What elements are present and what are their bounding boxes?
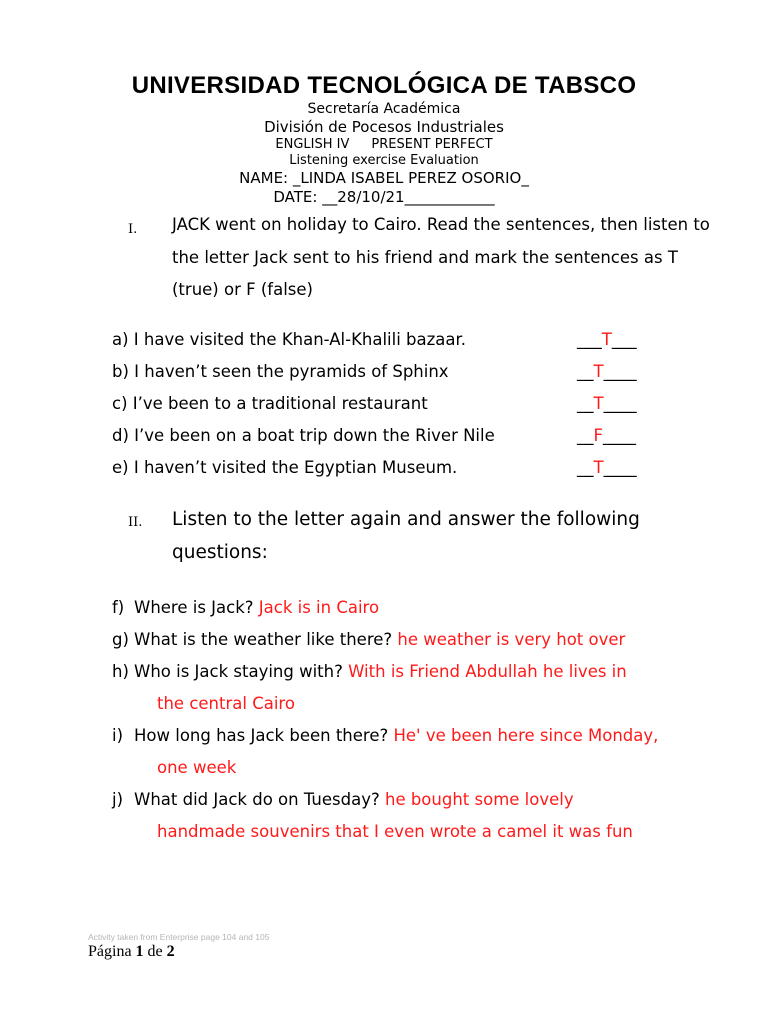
secretariat-line: Secretaría Académica bbox=[307, 101, 461, 117]
statement-text: d) I’ve been on a boat trip down the River Nile bbox=[112, 426, 495, 445]
answer-blank[interactable]: __T____ bbox=[577, 362, 637, 381]
list-item bbox=[112, 388, 672, 420]
answer-blank[interactable]: __T____ bbox=[577, 394, 637, 413]
question-letter: h) bbox=[112, 662, 129, 681]
section-1-instruction: JACK went on holiday to Cairo. Read the sentences, then listen to the letter Jack sent to his friend and mark the sentences as T (true) or F (false) bbox=[172, 215, 710, 299]
question-list bbox=[112, 592, 712, 848]
list-item bbox=[112, 784, 712, 848]
question-text: How long has Jack been there? bbox=[134, 726, 389, 745]
page-of: de bbox=[147, 943, 163, 960]
question-text: What did Jack do on Tuesday? bbox=[134, 790, 380, 809]
student-name-line: NAME: _LINDA ISABEL PEREZ OSORIO_ bbox=[239, 169, 529, 187]
list-item bbox=[112, 356, 672, 388]
answer-text[interactable]: he weather is very hot over bbox=[397, 630, 626, 649]
page-total: 2 bbox=[166, 943, 175, 960]
list-item bbox=[112, 324, 672, 356]
source-footnote: Activity taken from Enterprise page 104 and 105 bbox=[88, 932, 270, 942]
section-2-numeral: II. bbox=[128, 515, 143, 530]
statement-text: b) I haven’t seen the pyramids of Sphinx bbox=[112, 362, 449, 381]
date-line: DATE: __28/10/21____________ bbox=[273, 188, 495, 206]
page-current: 1 bbox=[135, 943, 144, 960]
statement-text: a) I have visited the Khan-Al-Khalili bazaar. bbox=[112, 330, 467, 349]
exercise-line: Listening exercise Evaluation bbox=[289, 153, 479, 168]
answer-value: T bbox=[593, 394, 604, 413]
answer-text[interactable]: he bought some lovely bbox=[384, 790, 574, 809]
answer-continuation[interactable]: one week bbox=[157, 758, 237, 777]
section-1-numeral: I. bbox=[128, 222, 138, 237]
answer-text[interactable]: He' ve been here since Monday, bbox=[393, 726, 659, 745]
university-title: UNIVERSIDAD TECNOLÓGICA DE TABSCO bbox=[131, 72, 637, 99]
list-item bbox=[112, 420, 672, 452]
answer-blank[interactable]: ___T___ bbox=[577, 330, 637, 349]
answer-blank[interactable]: __F____ bbox=[577, 426, 636, 445]
answer-value: T bbox=[593, 458, 604, 477]
list-item bbox=[112, 452, 672, 484]
answer-text[interactable]: With is Friend Abdullah he lives in bbox=[348, 662, 627, 681]
statement-text: e) I haven’t visited the Egyptian Museum. bbox=[112, 458, 458, 477]
question-letter: g) bbox=[112, 630, 129, 649]
list-item bbox=[112, 656, 712, 720]
question-letter: f) bbox=[112, 598, 125, 617]
answer-continuation[interactable]: the central Cairo bbox=[157, 694, 295, 713]
answer-blank[interactable]: __T____ bbox=[577, 458, 637, 477]
division-line: División de Pocesos Industriales bbox=[264, 118, 504, 136]
answer-value: T bbox=[593, 362, 604, 381]
page-number bbox=[88, 943, 175, 961]
answer-continuation[interactable]: handmade souvenirs that I even wrote a camel it was fun bbox=[157, 822, 633, 841]
question-text: Who is Jack staying with? bbox=[134, 662, 343, 681]
course-line bbox=[0, 137, 768, 153]
list-item bbox=[112, 592, 712, 624]
course-name: ENGLISH IV bbox=[275, 137, 350, 152]
statement-text: c) I’ve been to a traditional restaurant bbox=[112, 394, 428, 413]
answer-value: T bbox=[601, 330, 612, 349]
true-false-list bbox=[112, 324, 672, 484]
question-letter: i) bbox=[112, 726, 124, 745]
question-letter: j) bbox=[112, 790, 124, 809]
answer-text[interactable]: Jack is in Cairo bbox=[258, 598, 380, 617]
question-text: What is the weather like there? bbox=[134, 630, 393, 649]
section-2-instruction: Listen to the letter again and answer the following questions: bbox=[172, 509, 640, 563]
page-word: Página bbox=[88, 943, 132, 960]
list-item bbox=[112, 720, 712, 784]
question-text: Where is Jack? bbox=[134, 598, 254, 617]
course-topic: PRESENT PERFECT bbox=[371, 137, 493, 152]
answer-value: F bbox=[593, 426, 603, 445]
document-header bbox=[0, 70, 768, 207]
list-item bbox=[112, 624, 712, 656]
